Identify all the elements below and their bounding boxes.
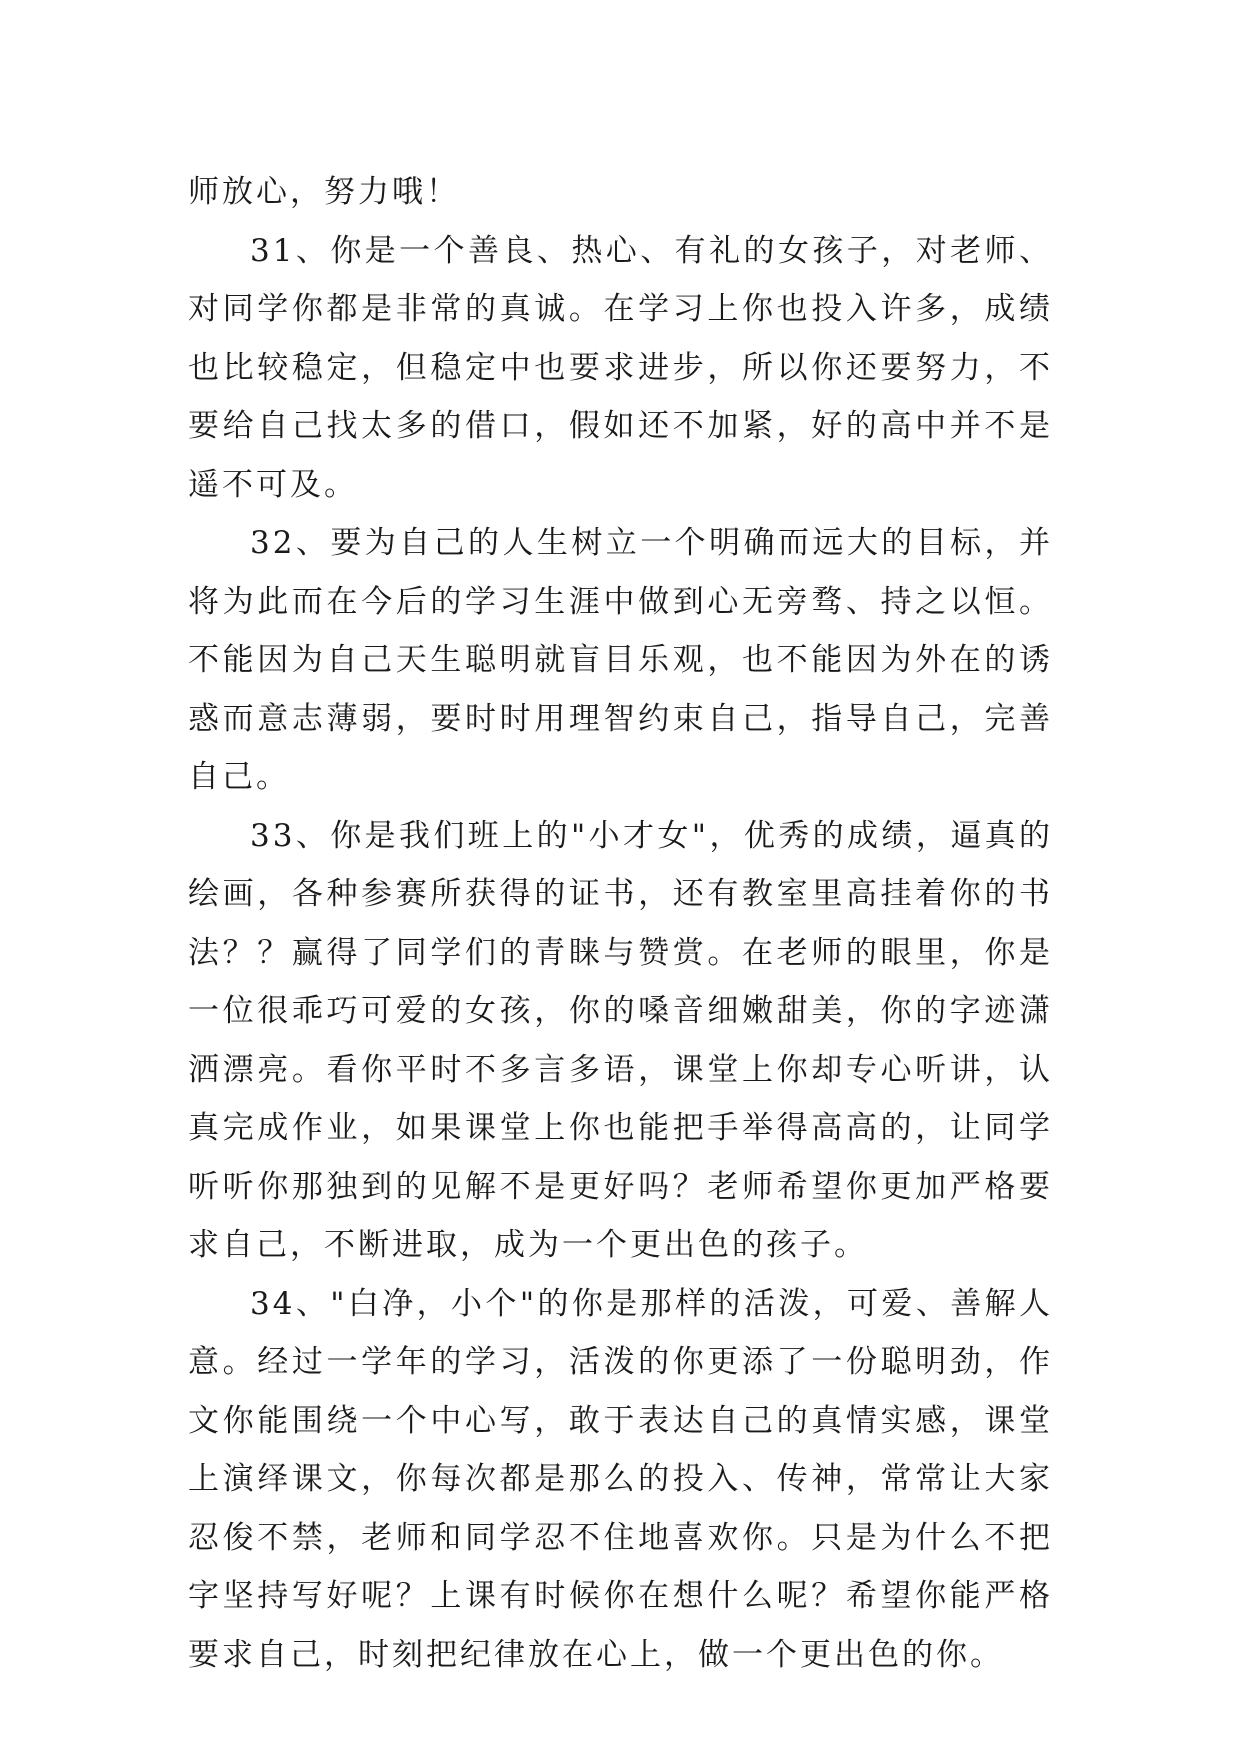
paragraph-32: 32、要为自己的人生树立一个明确而远大的目标，并将为此而在今后的学习生涯中做到心无旁骛、持之以恒。不能因为自己天生聪明就盲目乐观，也不能因为外在的诱惑而意志薄弱，要时时用理智约束自己，指导自己，完善自己。 [188,525,1053,795]
paragraph-31: 31、你是一个善良、热心、有礼的女孩子，对老师、对同学你都是非常的真诚。在学习上你也投入许多，成绩也比较稳定，但稳定中也要求进步，所以你还要努力，不要给自己找太多的借口，假如还不加紧，好的高中并不是遥不可及。 [188,232,1053,503]
document-body [188,163,1053,1684]
paragraph-34: 34、"白净，小个"的你是那样的活泼，可爱、善解人意。经过一学年的学习，活泼的你更添了一份聪明劲，作文你能围绕一个中心写，敢于表达自己的真情实感，课堂上演绎课文，你每次都是那么的投入、传神，常常让大家忍俊不禁，老师和同学忍不住地喜欢你。只是为什么不把字坚持写好呢？上课有时候你在想什么呢？希望你能严格要求自己，时刻把纪律放在心上，做一个更出色的你。 [188,1285,1053,1673]
paragraph-continuation: 师放心，努力哦！ [188,174,460,210]
paragraph-33: 33、你是我们班上的"小才女"，优秀的成绩，逼真的绘画，各种参赛所获得的证书，还有教室里高挂着你的书法？？赢得了同学们的青睐与赞赏。在老师的眼里，你是一位很乖巧可爱的女孩，你的嗓音细嫩甜美，你的字迹潇洒漂亮。看你平时不多言多语，课堂上你却专心听讲，认真完成作业，如果课堂上你也能把手举得高高的，让同学听听你那独到的见解不是更好吗？老师希望你更加严格要求自己，不断进取，成为一个更出色的孩子。 [188,817,1053,1263]
